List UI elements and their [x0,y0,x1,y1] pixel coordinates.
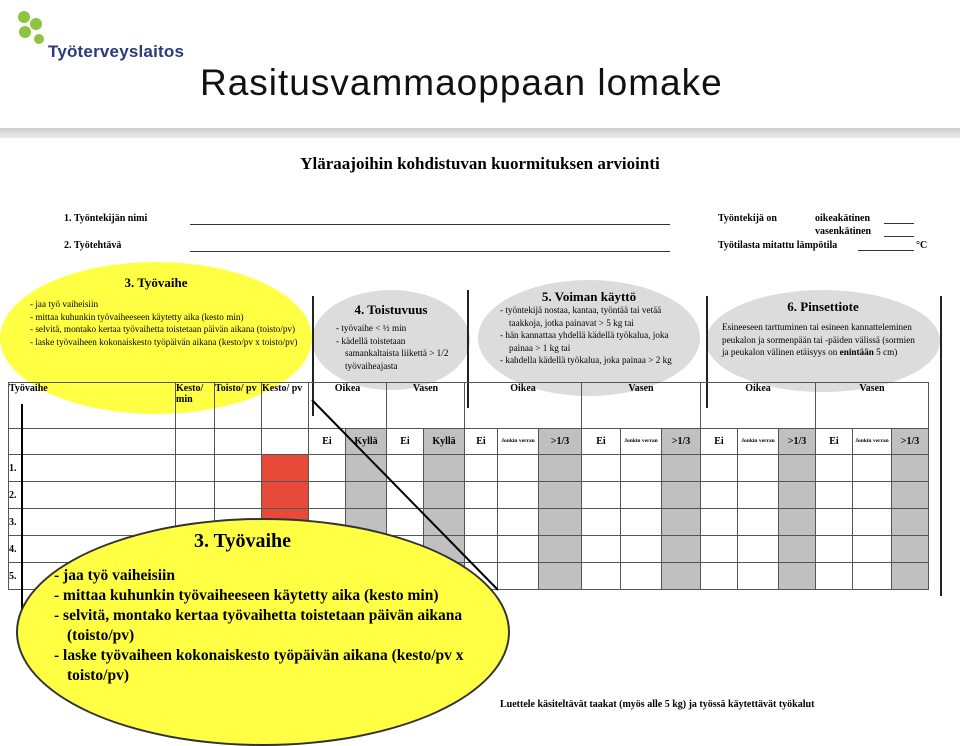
list-item: - kahdella kädellä työkalua, joka painaa > 2 kg [500,355,672,365]
sub-gt13: >1/3 [779,429,816,455]
section-6-bold: enintään [839,347,874,357]
header-s5-right: Oikea [465,383,582,429]
sub-ei: Ei [816,429,853,455]
temperature-unit: °C [916,240,928,251]
sub-ei: Ei [701,429,738,455]
section-3-title: 3. Työvaihe [124,275,188,290]
list-item: - jaa työ vaiheisiin [54,567,175,584]
sub-jonkin-verran: Jonkin verran [738,429,779,455]
sub-ei: Ei [309,429,346,455]
right-handed-label: oikeakätinen [815,213,871,224]
form-title: Yläraajoihin kohdistuvan kuormituksen arviointi [300,154,660,173]
header-s6-left: Vasen [816,383,929,429]
sub-ei: Ei [465,429,498,455]
list-item: - työvaihe < ½ min [336,323,407,333]
list-item: - mittaa kuhunkin työvaiheeseen käytetty aika (kesto min) [30,311,244,322]
footer-instruction: Luettele käsiteltävät taakat (myös alle 5 kg) ja työssä käytettävät työkalut [500,699,815,710]
list-item: - laske työvaiheen kokonaiskesto työpäivän aikana (kesto/pv x toisto/pv) [30,336,298,347]
sub-gt13: >1/3 [892,429,929,455]
zoom-list [54,566,494,686]
sub-gt13: >1/3 [539,429,582,455]
worker-is-label: Työntekijä on [718,213,777,224]
sub-kylla: Kyllä [424,429,465,455]
header-s4-right: Oikea [309,383,387,429]
header-s6-right: Oikea [701,383,816,429]
list-item: - kädellä toistetaan samankaltaista liikettä > 1/2 työvaiheajasta [336,335,449,371]
temperature-label: Työtilasta mitattu lämpötila [718,240,838,251]
row-number: 2. [9,482,176,509]
sub-jonkin-verran: Jonkin verran [498,429,539,455]
sub-ei: Ei [387,429,424,455]
list-item: - selvitä, montako kertaa työvaihetta toistetaan päivän aikana (toisto/pv) [30,324,296,334]
list-item: - laske työvaiheen kokonaiskesto työpäivän aikana (kesto/pv x toisto/pv) [54,647,464,684]
list-item: - mittaa kuhunkin työvaiheeseen käytetty aika (kesto min) [54,587,439,604]
sub-jonkin-verran: Jonkin verran [853,429,892,455]
row-number: 1. [9,455,176,482]
sub-jonkin-verran: Jonkin verran [621,429,662,455]
list-item: - jaa työ vaiheisiin [30,299,99,309]
header-s4-left: Vasen [387,383,465,429]
worker-name-label: 1. Työntekijän nimi [64,213,148,224]
left-handed-label: vasenkätinen [815,226,872,237]
header-tyovaihe: Työvaihe [9,383,176,429]
header-toisto-pv: Toisto/ pv [215,383,262,429]
sub-gt13: >1/3 [662,429,701,455]
row-number: 4. [9,536,176,563]
list-item: - hän kannattaa yhdellä kädellä työkalua, joka painaa > 1 kg tai [500,330,669,353]
section-4-title: 4. Toistuvuus [354,302,428,317]
row-number: 5. [9,563,176,590]
sub-ei: Ei [582,429,621,455]
list-item: - työntekijä nostaa, kantaa, työntää tai vetää taakkoja, jotka painavat > 5 kg tai [500,305,662,328]
section-6-main: Esineeseen tarttuminen tai esineen kannatteleminen peukalon ja sormenpään tai -päiden välissä (sormien ja peukalon välinen etäisyys on [722,322,915,357]
zoom-title: 3. Työvaihe [194,530,292,552]
section-5-title: 5. Voiman käyttö [541,289,637,304]
header-kesto-pv: Kesto/ pv [262,383,309,429]
sub-kylla: Kyllä [346,429,387,455]
page-title: Rasitusvammaoppaan lomake [200,62,723,103]
section-6-title: 6. Pinsettiote [787,299,859,314]
row-number: 3. [9,509,176,536]
header-kesto-min: Kesto/ min [176,383,215,429]
list-item: - selvitä, montako kertaa työvaihetta toistetaan päivän aikana (toisto/pv) [54,607,463,644]
logo-text: Työterveyslaitos [48,42,185,61]
section-6-end: 5 cm) [876,347,898,357]
task-label: 2. Työtehtävä [64,240,122,251]
header-s5-left: Vasen [582,383,701,429]
